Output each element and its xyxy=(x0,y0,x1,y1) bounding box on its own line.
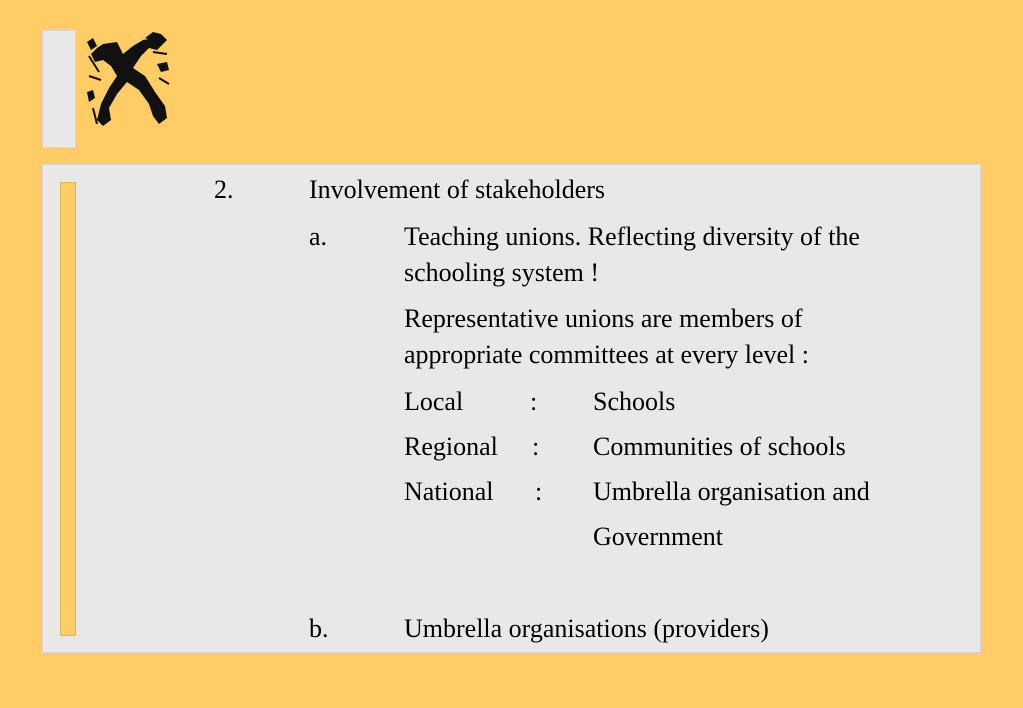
panel-accent-bar xyxy=(60,182,76,636)
level-local-label: Local xyxy=(404,387,464,416)
item-title: Involvement of stakeholders xyxy=(309,175,606,204)
level-regional-label: Regional xyxy=(404,432,498,461)
level-national-label: National xyxy=(404,477,494,506)
level-national-sep: : xyxy=(535,477,543,506)
sub-a-para-line1: Representative unions are members of xyxy=(404,304,803,333)
sub-a-line1: Teaching unions. Reflecting diversity of the xyxy=(404,222,860,251)
level-regional-sep: : xyxy=(532,432,540,461)
item-number: 2. xyxy=(214,175,234,204)
sub-b-text: Umbrella organisations (providers) xyxy=(404,614,769,643)
flemish-lion-icon xyxy=(83,32,171,132)
level-local-value: Schools xyxy=(593,387,676,416)
level-local-sep: : xyxy=(530,387,538,416)
sub-a-para-line2: appropriate committees at every level : xyxy=(404,340,809,369)
sub-b-marker: b. xyxy=(309,614,329,643)
level-regional-value: Communities of schools xyxy=(593,432,846,461)
level-national-value: Umbrella organisation and xyxy=(593,477,870,506)
sub-a-marker: a. xyxy=(309,222,328,251)
sub-a-line2: schooling system ! xyxy=(404,258,599,287)
level-national-value-cont: Government xyxy=(593,522,723,551)
header-accent-bar xyxy=(42,30,76,148)
